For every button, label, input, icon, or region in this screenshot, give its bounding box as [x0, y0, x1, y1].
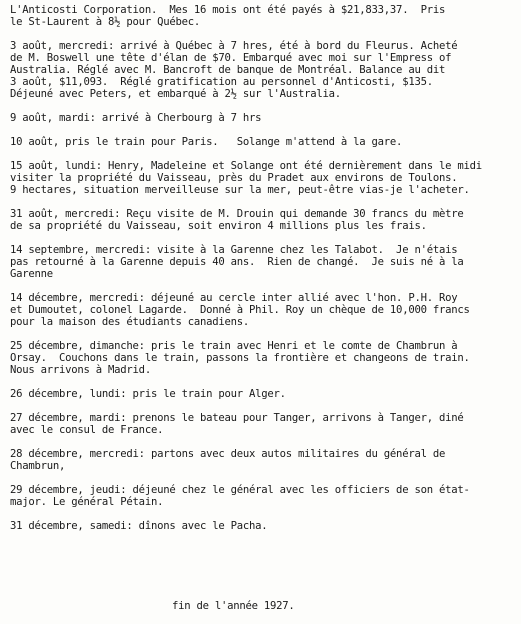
text-line: 27 décembre, mardi: prenons le bateau pour Tanger, arrivons à Tanger, diné	[10, 412, 464, 424]
text-line: 29 décembre, jeudi: déjeuné chez le général avec les officiers de son état-	[10, 484, 470, 496]
text-line: L'Anticosti Corporation. Mes 16 mois ont été payés à $21,833,37. Pris	[10, 4, 446, 16]
entry-14-decembre	[10, 292, 515, 328]
text-line: 14 septembre, mercredi: visite à la Garenne chez les Talabot. Je n'étais	[10, 244, 458, 256]
text-line: 31 décembre, samedi: dînons avec le Pacha.	[10, 520, 268, 532]
entry-31-aout	[10, 208, 515, 232]
text-line: le St-Laurent à 8½ pour Québec.	[10, 16, 200, 28]
text-line: 9 août, mardi: arrivé à Cherbourg à 7 hrs	[10, 112, 262, 124]
entry-3-aout	[10, 40, 515, 100]
text-line: pour la maison des étudiants canadiens.	[10, 316, 249, 328]
text-line: Chambrun,	[10, 460, 66, 472]
closing-line: fin de l'année 1927.	[172, 600, 295, 612]
text-line: de sa propriété du Vaisseau, soit environ 4 millions plus les frais.	[10, 220, 427, 232]
entry-28-decembre	[10, 448, 515, 472]
text-line: 3 août, $11,093. Réglé gratification au personnel d'Anticosti, $135.	[10, 76, 433, 88]
entry-10-aout	[10, 136, 515, 148]
entry-26-decembre	[10, 388, 515, 400]
text-line: 26 décembre, lundi: pris le train pour Alger.	[10, 388, 286, 400]
text-line: et Dumoutet, colonel Lagarde. Donné à Phil. Roy un chèque de 10,000 francs	[10, 304, 470, 316]
entry-29-decembre	[10, 484, 515, 508]
text-line: visiter la propriété du Vaisseau, près du Pradet aux environs de Toulons.	[10, 172, 458, 184]
entry-14-septembre	[10, 244, 515, 280]
text-line: Australia. Réglé avec M. Bancroft de banque de Montréal. Balance au dit	[10, 64, 446, 76]
text-line: 10 août, pris le train pour Paris. Solange m'attend à la gare.	[10, 136, 403, 148]
entry-15-aout	[10, 160, 515, 196]
text-line: 15 août, lundi: Henry, Madeleine et Solange ont été dernièrement dans le midi	[10, 160, 482, 172]
text-line: 9 hectares, situation merveilleuse sur la mer, peut-être vias-je l'acheter.	[10, 184, 470, 196]
entry-25-decembre	[10, 340, 515, 376]
entry-9-aout	[10, 112, 515, 124]
text-line: avec le consul de France.	[10, 424, 164, 436]
text-line: Nous arrivons à Madrid.	[10, 364, 151, 376]
text-line: 28 décembre, mercredi: partons avec deux autos militaires du général de	[10, 448, 446, 460]
entry-anticosti	[10, 4, 515, 28]
entry-31-decembre	[10, 520, 515, 532]
text-line: 25 décembre, dimanche: pris le train avec Henri et le comte de Chambrun à	[10, 340, 458, 352]
entry-27-decembre	[10, 412, 515, 436]
text-line: Orsay. Couchons dans le train, passons la frontière et changeons de train.	[10, 352, 470, 364]
text-line: 31 août, mercredi: Reçu visite de M. Drouin qui demande 30 francs du mètre	[10, 208, 464, 220]
text-line: major. Le général Pétain.	[10, 496, 164, 508]
text-line: Garenne	[10, 268, 53, 280]
text-line: 14 décembre, mercredi: déjeuné au cercle inter allié avec l'hon. P.H. Roy	[10, 292, 458, 304]
text-line: pas retourné à la Garenne depuis 40 ans. Rien de changé. Je suis né à la	[10, 256, 464, 268]
text-line: Déjeuné avec Peters, et embarqué à 2½ sur l'Australia.	[10, 88, 341, 100]
text-line: de M. Boswell une tête d'élan de $70. Embarqué avec moi sur l'Empress of	[10, 52, 452, 64]
text-line: 3 août, mercredi: arrivé à Québec à 7 hres, été à bord du Fleurus. Acheté	[10, 40, 458, 52]
